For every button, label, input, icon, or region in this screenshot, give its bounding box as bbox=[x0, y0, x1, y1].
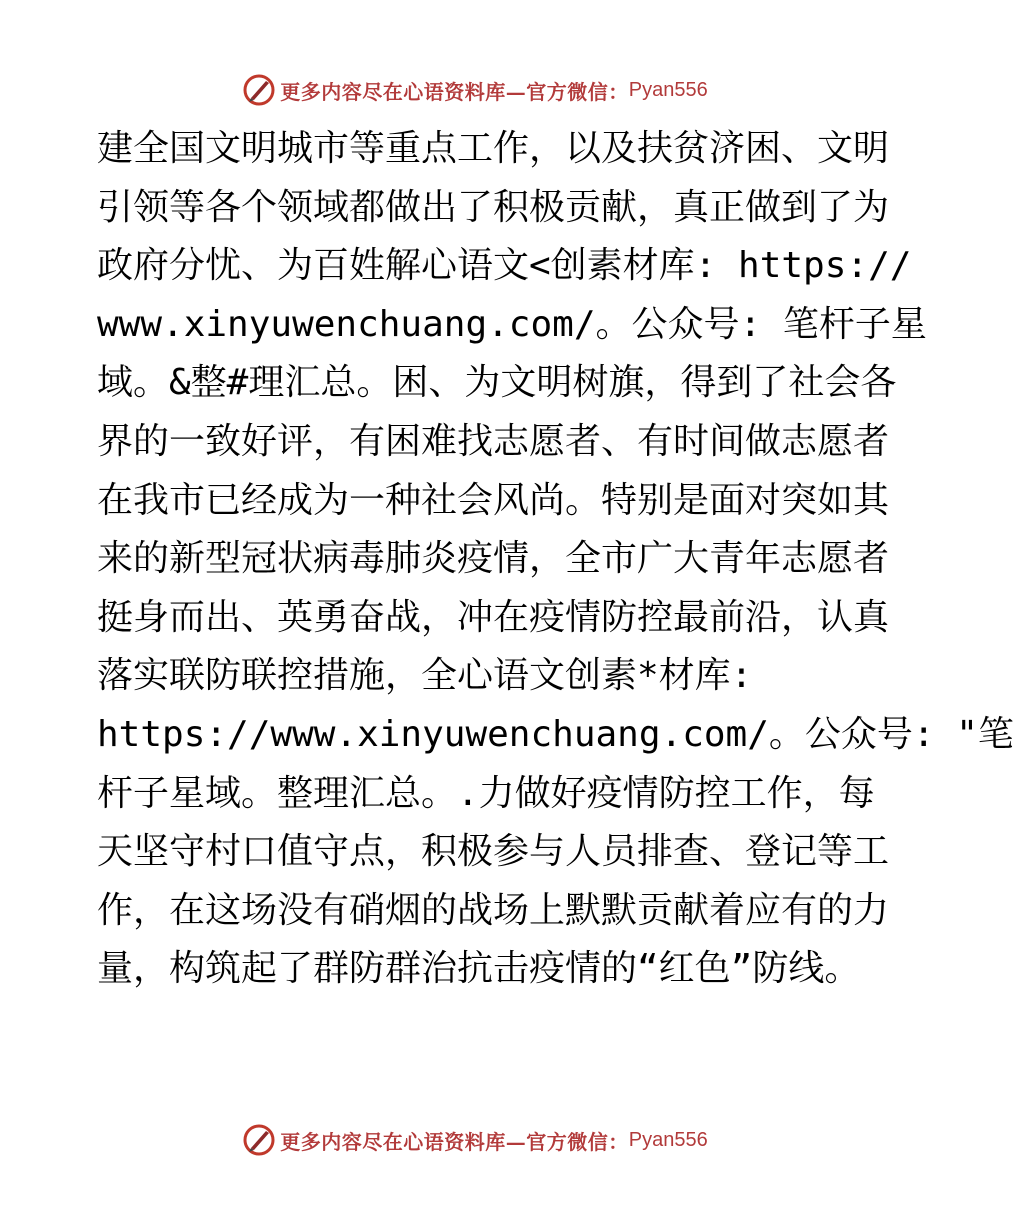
header-banner-text: 更多内容尽在心语资料库—官方微信： bbox=[280, 79, 629, 104]
body-line: 天坚守村口值守点，积极参与人员排查、登记等工 bbox=[97, 831, 890, 873]
body-line: 建全国文明城市等重点工作，以及扶贫济困、文明 bbox=[97, 128, 890, 169]
header-banner bbox=[0, 70, 950, 110]
body-line: 域。&整#理汇总。困、为文明树旗，得到了社会各 bbox=[97, 362, 897, 404]
footer-banner-text: 更多内容尽在心语资料库—官方微信： bbox=[280, 1129, 629, 1154]
footer-banner bbox=[0, 1120, 950, 1160]
body-line: 杆子星域。整理汇总。.力做好疫情防控工作，每 bbox=[97, 772, 875, 814]
body-line: 政府分忧、为百姓解心语文<创素材库: https:// bbox=[97, 245, 912, 287]
body-line: 引领等各个领域都做出了积极贡献，真正做到了为 bbox=[97, 186, 890, 228]
quill-circle-icon bbox=[242, 1123, 276, 1157]
body-line: 量，构筑起了群防群治抗击疫情的“红色”防线。 bbox=[97, 948, 861, 990]
body-line: 界的一致好评，有困难找志愿者、有时间做志愿者 bbox=[97, 420, 890, 462]
footer-banner-content bbox=[242, 1123, 707, 1157]
body-line: 作，在这场没有硝烟的战场上默默贡献着应有的力 bbox=[97, 889, 890, 931]
body-line: https://www.xinyuwenchuang.com/。公众号: "笔 bbox=[97, 713, 1014, 755]
body-line: www.xinyuwenchuang.com/。公众号: 笔杆子星 bbox=[97, 303, 927, 345]
footer-wechat-id: Pyan556 bbox=[628, 1128, 708, 1151]
header-banner-content bbox=[242, 73, 707, 107]
quill-circle-icon bbox=[242, 73, 276, 107]
body-line: 落实联防联控措施，全心语文创素*材库: bbox=[97, 655, 753, 697]
document-body bbox=[97, 120, 1014, 999]
body-line: 挺身而出、英勇奋战，冲在疫情防控最前沿，认真 bbox=[97, 596, 890, 638]
body-line: 来的新型冠状病毒肺炎疫情，全市广大青年志愿者 bbox=[97, 538, 890, 580]
header-wechat-id: Pyan556 bbox=[628, 78, 708, 101]
body-line: 在我市已经成为一种社会风尚。特别是面对突如其 bbox=[97, 479, 890, 521]
